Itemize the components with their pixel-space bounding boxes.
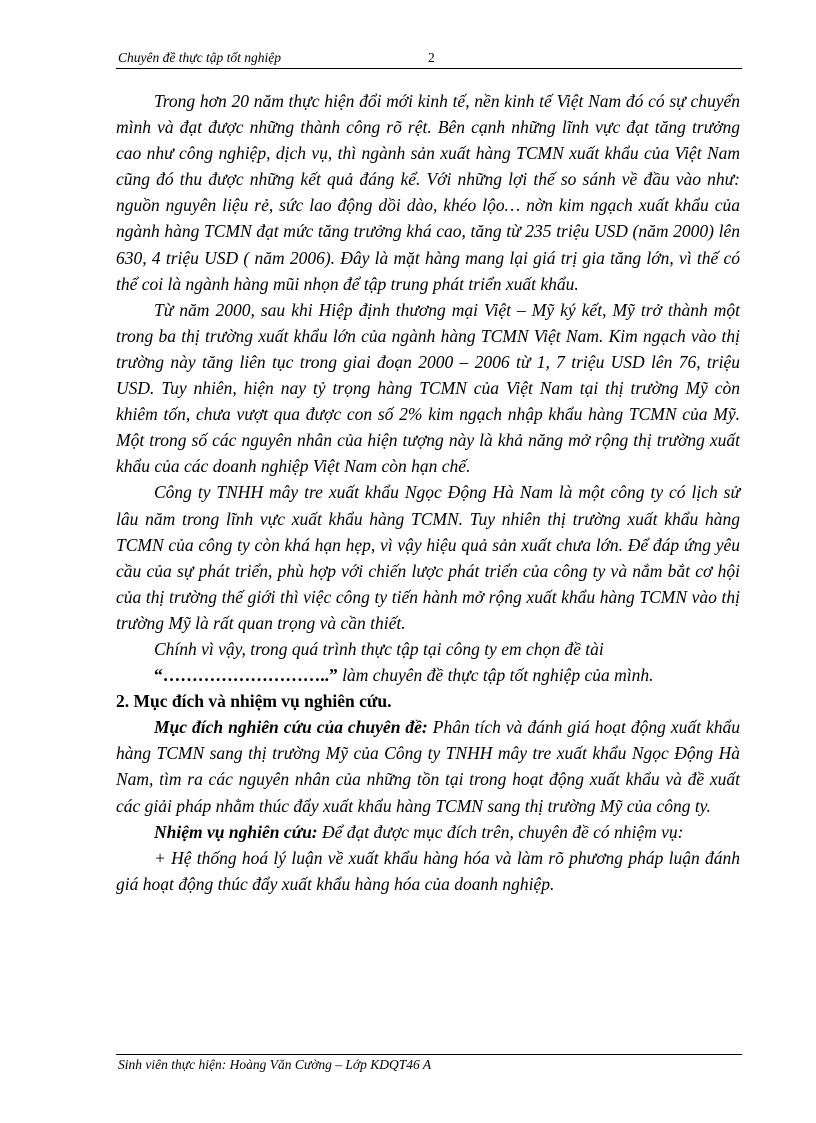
purpose-text: Phân tích và đánh giá hoạt động xuất khẩu hàng TCMN sang thị trường Mỹ của Công ty TNHH mây tre xuất khẩu Ngọc Động Hà Nam, tìm ra các nguyên nhân của những tồn tại trong hoạt động xuất khẩu và đề xuất các giải pháp nhằm thúc đẩy xuất khẩu hàng TCMN sang thị trường Mỹ của công ty. (116, 717, 740, 816)
paragraph-intro: Trong hơn 20 năm thực hiện đổi mới kinh tế, nền kinh tế Việt Nam đó có sự chuyển mình và đạt được những thành công rõ rệt. Bên cạnh những lĩnh vực đạt tăng trưởng cao như công nghiệp, dịch vụ, thì ngành sản xuất hàng TCMN xuất khẩu của Việt Nam cũng đó thu được những kết quả đáng kể. Với những lợi thế so sánh về đầu vào như: nguồn nguyên liệu rẻ, sức lao động dồi dào, khéo lộo… nờn kim ngạch xuất khẩu của ngành hàng TCMN đạt mức tăng trưởng khá cao, tăng từ 235 triệu USD (năm 2000) lên 630, 4 triệu USD ( năm 2006). Đây là mặt hàng mang lại giá trị gia tăng lớn, vì thế có thể coi là ngành hàng mũi nhọn để tập trung phát triển xuất khẩu. (116, 91, 740, 294)
document-body (116, 88, 740, 897)
paragraph-company: Công ty TNHH mây tre xuất khẩu Ngọc Động Hà Nam là một công ty có lịch sử lâu năm trong lĩnh vực xuất khẩu hàng TCMN. Tuy nhiên thị trường xuất khẩu hàng TCMN của công ty còn khá hạn hẹp, vì vậy hiệu quả sản xuất chưa lớn. Để đáp ứng yêu cầu của sự phát triển, phù hợp với chiến lược phát triển của công ty và nắm bắt cơ hội của thị trường thế giới thì việc công ty tiến hành mở rộng xuất khẩu hàng TCMN vào thị trường Mỹ là rất quan trọng và cần thiết. (116, 482, 740, 633)
tasks-text: Để đạt được mục đích trên, chuyên đề có nhiệm vụ: (317, 821, 684, 842)
document-title: Chuyên đề thực tập tốt nghiệp (118, 50, 281, 65)
paragraph-purpose (116, 714, 740, 818)
topic-placeholder: “………………………..” (154, 665, 338, 686)
paragraph-us-market: Từ năm 2000, sau khi Hiệp định thương mại Việt – Mỹ ký kết, Mỹ trở thành một trong ba thị trường xuất khẩu lớn của ngành hàng TCMN Việt Nam. Kim ngạch vào thị trường này tăng liên tục trong giai đoạn 2000 – 2006 từ 1, 7 triệu USD lên 76, triệu USD. Tuy nhiên, hiện nay tỷ trọng hàng TCMN của Việt Nam tại thị trường Mỹ còn khiêm tốn, chưa vượt qua được con số 2% kim ngạch nhập khẩu hàng TCMN của Mỹ. Một trong số các nguyên nhân của hiện tượng này là khả năng mở rộng thị trường xuất khẩu của các doanh nghiệp Việt Nam còn hạn chế. (116, 299, 740, 477)
tasks-label: Nhiệm vụ nghiên cứu: (154, 821, 318, 842)
section-heading: 2. Mục đích và nhiệm vụ nghiên cứu. (116, 691, 392, 712)
paragraph-tasks (116, 819, 740, 845)
page-footer (116, 1054, 742, 1073)
task-item-1: + Hệ thống hoá lý luận về xuất khẩu hàng hóa và làm rõ phương pháp luận đánh giá hoạt động thúc đẩy xuất khẩu hàng hóa của doanh nghiệp. (116, 847, 740, 894)
page-number: 2 (428, 50, 435, 65)
purpose-label: Mục đích nghiên cứu của chuyên đề: (154, 717, 428, 738)
page-header (116, 50, 742, 69)
paragraph-topic-choice: Chính vì vậy, trong quá trình thực tập tại công ty em chọn đề tài (154, 638, 604, 659)
footer-author: Sinh viên thực hiện: Hoàng Văn Cường – Lớp KDQT46 A (118, 1057, 432, 1072)
topic-quote-suffix: làm chuyên đề thực tập tốt nghiệp của mình. (337, 665, 654, 686)
topic-quote-line (116, 662, 740, 688)
